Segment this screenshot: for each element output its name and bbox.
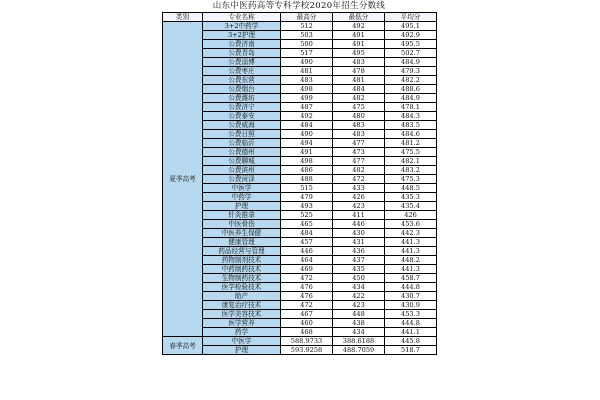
max-score-cell: 483 (281, 76, 333, 85)
min-score-cell: 477 (333, 157, 385, 166)
min-score-cell: 436 (333, 247, 385, 256)
avg-score-cell: 484.9 (385, 58, 437, 67)
major-cell: 公费济南 (203, 40, 281, 49)
major-cell: 公费聊城 (203, 157, 281, 166)
max-score-cell: 457 (281, 238, 333, 247)
max-score-cell: 488 (281, 175, 333, 184)
table-row (163, 220, 437, 229)
avg-score-cell: 444.8 (385, 283, 437, 292)
avg-score-cell: 453.6 (385, 220, 437, 229)
score-table (162, 12, 437, 355)
table-row (163, 184, 437, 193)
min-score-cell: 434 (333, 328, 385, 337)
min-score-cell: 430 (333, 229, 385, 238)
avg-score-cell: 484.9 (385, 94, 437, 103)
avg-score-cell: 444.8 (385, 319, 437, 328)
major-cell: 医学美容技术 (203, 310, 281, 319)
min-score-cell: 492 (333, 22, 385, 31)
major-cell: 药学 (203, 328, 281, 337)
avg-score-cell: 475.5 (385, 148, 437, 157)
major-cell: 公费日照 (203, 130, 281, 139)
table-row (163, 112, 437, 121)
max-score-cell: 472 (281, 301, 333, 310)
min-score-cell: 423 (333, 202, 385, 211)
avg-score-cell: 441.3 (385, 247, 437, 256)
max-score-cell: 446 (281, 247, 333, 256)
table-row (163, 301, 437, 310)
table-row (163, 76, 437, 85)
major-cell: 公费烟台 (203, 85, 281, 94)
avg-score-cell: 484.3 (385, 112, 437, 121)
table-row (163, 256, 437, 265)
major-cell: 护理 (203, 346, 281, 355)
max-score-cell: 484 (281, 121, 333, 130)
min-score-cell: 438 (333, 319, 385, 328)
major-cell: 护理 (203, 202, 281, 211)
avg-score-cell: 441.3 (385, 265, 437, 274)
min-score-cell: 472 (333, 175, 385, 184)
max-score-cell: 484 (281, 229, 333, 238)
min-score-cell: 435 (333, 265, 385, 274)
avg-score-cell: 482.2 (385, 76, 437, 85)
table-row (163, 337, 437, 346)
min-score-cell: 448 (333, 310, 385, 319)
avg-score-cell: 495.1 (385, 22, 437, 31)
table-row (163, 274, 437, 283)
max-score-cell: 498 (281, 85, 333, 94)
min-score-cell: 431 (333, 238, 385, 247)
header-max-score: 最高分 (281, 13, 333, 22)
major-cell: 健康管理 (203, 238, 281, 247)
major-cell: 公费泰安 (203, 112, 281, 121)
min-score-cell: 477 (333, 139, 385, 148)
max-score-cell: 512 (281, 22, 333, 31)
table-row (163, 202, 437, 211)
table-row (163, 130, 437, 139)
min-score-cell: 495 (333, 49, 385, 58)
major-cell: 3+2护理 (203, 31, 281, 40)
max-score-cell: 481 (281, 67, 333, 76)
table-row (163, 166, 437, 175)
major-cell: 公费滨州 (203, 166, 281, 175)
table-row (163, 67, 437, 76)
table-row (163, 148, 437, 157)
major-cell: 公费临沂 (203, 139, 281, 148)
category-cell: 春季高考 (163, 337, 203, 355)
table-row (163, 22, 437, 31)
table-row (163, 175, 437, 184)
max-score-cell: 487 (281, 103, 333, 112)
avg-score-cell: 478.1 (385, 103, 437, 112)
table-row (163, 229, 437, 238)
major-cell: 中医养生保健 (203, 229, 281, 238)
avg-score-cell: 458.7 (385, 274, 437, 283)
max-score-cell: 493 (281, 202, 333, 211)
max-score-cell: 476 (281, 283, 333, 292)
min-score-cell: 483 (333, 58, 385, 67)
avg-score-cell: 441.1 (385, 328, 437, 337)
avg-score-cell: 479.3 (385, 67, 437, 76)
major-cell: 公费潍坊 (203, 94, 281, 103)
min-score-cell: 484 (333, 85, 385, 94)
avg-score-cell: 483.5 (385, 121, 437, 130)
major-cell: 中医学 (203, 184, 281, 193)
major-cell: 医学营养 (203, 319, 281, 328)
max-score-cell: 498 (281, 157, 333, 166)
major-cell: 医学检验技术 (203, 283, 281, 292)
avg-score-cell: 430.9 (385, 301, 437, 310)
avg-score-cell: 435.3 (385, 193, 437, 202)
max-score-cell: 525 (281, 211, 333, 220)
major-cell: 康复治疗技术 (203, 301, 281, 310)
max-score-cell: 494 (281, 139, 333, 148)
max-score-cell: 499 (281, 94, 333, 103)
min-score-cell: 480 (333, 112, 385, 121)
avg-score-cell: 453.3 (385, 310, 437, 319)
major-cell: 中医骨伤 (203, 220, 281, 229)
table-row (163, 94, 437, 103)
table-row (163, 157, 437, 166)
header-major: 专业名称 (203, 13, 281, 22)
category-cell: 夏季高考 (163, 22, 203, 337)
max-score-cell: 486 (281, 166, 333, 175)
min-score-cell: 483 (333, 121, 385, 130)
table-row (163, 103, 437, 112)
avg-score-cell: 484.6 (385, 130, 437, 139)
min-score-cell: 446 (333, 220, 385, 229)
major-cell: 药物制剂技术 (203, 256, 281, 265)
table-row (163, 31, 437, 40)
min-score-cell: 434 (333, 283, 385, 292)
avg-score-cell: 442.3 (385, 229, 437, 238)
max-score-cell: 492 (281, 112, 333, 121)
major-cell: 公费菏泽 (203, 175, 281, 184)
min-score-cell: 422 (333, 292, 385, 301)
avg-score-cell: 430.7 (385, 292, 437, 301)
avg-score-cell: 448.2 (385, 256, 437, 265)
major-cell: 公费东营 (203, 76, 281, 85)
header-category: 类别 (163, 13, 203, 22)
major-cell: 3+2中药学 (203, 22, 281, 31)
max-score-cell: 469 (281, 265, 333, 274)
avg-score-cell: 426 (385, 211, 437, 220)
avg-score-cell: 445.8 (385, 337, 437, 346)
score-sheet (162, 0, 436, 400)
max-score-cell: 468 (281, 328, 333, 337)
max-score-cell: 464 (281, 256, 333, 265)
major-cell: 药品经营与管理 (203, 247, 281, 256)
min-score-cell: 491 (333, 40, 385, 49)
table-row (163, 283, 437, 292)
min-score-cell: 483 (333, 130, 385, 139)
avg-score-cell: 502.7 (385, 49, 437, 58)
table-row (163, 193, 437, 202)
avg-score-cell: 492.9 (385, 31, 437, 40)
min-score-cell: 423 (333, 301, 385, 310)
major-cell: 公费济宁 (203, 103, 281, 112)
max-score-cell: 490 (281, 58, 333, 67)
major-cell: 公费德州 (203, 148, 281, 157)
table-row (163, 247, 437, 256)
min-score-cell: 437 (333, 256, 385, 265)
max-score-cell: 476 (281, 292, 333, 301)
table-row (163, 328, 437, 337)
table-row (163, 319, 437, 328)
table-row (163, 40, 437, 49)
table-row (163, 292, 437, 301)
max-score-cell: 588.9733 (281, 337, 333, 346)
max-score-cell: 503 (281, 31, 333, 40)
max-score-cell: 479 (281, 193, 333, 202)
max-score-cell: 491 (281, 148, 333, 157)
table-row (163, 121, 437, 130)
header-avg-score: 平均分 (385, 13, 437, 22)
table-row (163, 58, 437, 67)
min-score-cell: 411 (333, 211, 385, 220)
max-score-cell: 472 (281, 274, 333, 283)
table-row (163, 211, 437, 220)
major-cell: 公费威海 (203, 121, 281, 130)
avg-score-cell: 483.2 (385, 166, 437, 175)
min-score-cell: 482 (333, 94, 385, 103)
min-score-cell: 482 (333, 166, 385, 175)
min-score-cell: 433 (333, 184, 385, 193)
avg-score-cell: 435.4 (385, 202, 437, 211)
major-cell: 助产 (203, 292, 281, 301)
min-score-cell: 426 (333, 193, 385, 202)
header-row (163, 13, 437, 22)
table-body (163, 22, 437, 355)
min-score-cell: 488.7059 (333, 346, 385, 355)
table-row (163, 85, 437, 94)
major-cell: 生物制药技术 (203, 274, 281, 283)
max-score-cell: 467 (281, 310, 333, 319)
avg-score-cell: 448.5 (385, 184, 437, 193)
table-row (163, 265, 437, 274)
major-cell: 公费青岛 (203, 49, 281, 58)
min-score-cell: 450 (333, 274, 385, 283)
header-min-score: 最低分 (333, 13, 385, 22)
avg-score-cell: 488.6 (385, 85, 437, 94)
avg-score-cell: 518.7 (385, 346, 437, 355)
min-score-cell: 481 (333, 76, 385, 85)
max-score-cell: 593.9258 (281, 346, 333, 355)
avg-score-cell: 441.3 (385, 238, 437, 247)
max-score-cell: 460 (281, 319, 333, 328)
min-score-cell: 388.6188 (333, 337, 385, 346)
major-cell: 中药制药技术 (203, 265, 281, 274)
avg-score-cell: 495.5 (385, 40, 437, 49)
table-row (163, 139, 437, 148)
avg-score-cell: 482.1 (385, 157, 437, 166)
min-score-cell: 475 (333, 103, 385, 112)
table-row (163, 346, 437, 355)
max-score-cell: 500 (281, 40, 333, 49)
major-cell: 中药学 (203, 193, 281, 202)
avg-score-cell: 475.3 (385, 175, 437, 184)
min-score-cell: 473 (333, 148, 385, 157)
table-row (163, 238, 437, 247)
min-score-cell: 491 (333, 31, 385, 40)
major-cell: 公费淄博 (203, 58, 281, 67)
major-cell: 中医学 (203, 337, 281, 346)
page-title: 山东中医药高等专科学校2020年招生分数线 (212, 1, 386, 11)
min-score-cell: 478 (333, 67, 385, 76)
table-row (163, 49, 437, 58)
max-score-cell: 490 (281, 130, 333, 139)
major-cell: 针灸推拿 (203, 211, 281, 220)
max-score-cell: 465 (281, 220, 333, 229)
major-cell: 公费枣庄 (203, 67, 281, 76)
max-score-cell: 515 (281, 184, 333, 193)
max-score-cell: 517 (281, 49, 333, 58)
table-row (163, 310, 437, 319)
avg-score-cell: 481.2 (385, 139, 437, 148)
